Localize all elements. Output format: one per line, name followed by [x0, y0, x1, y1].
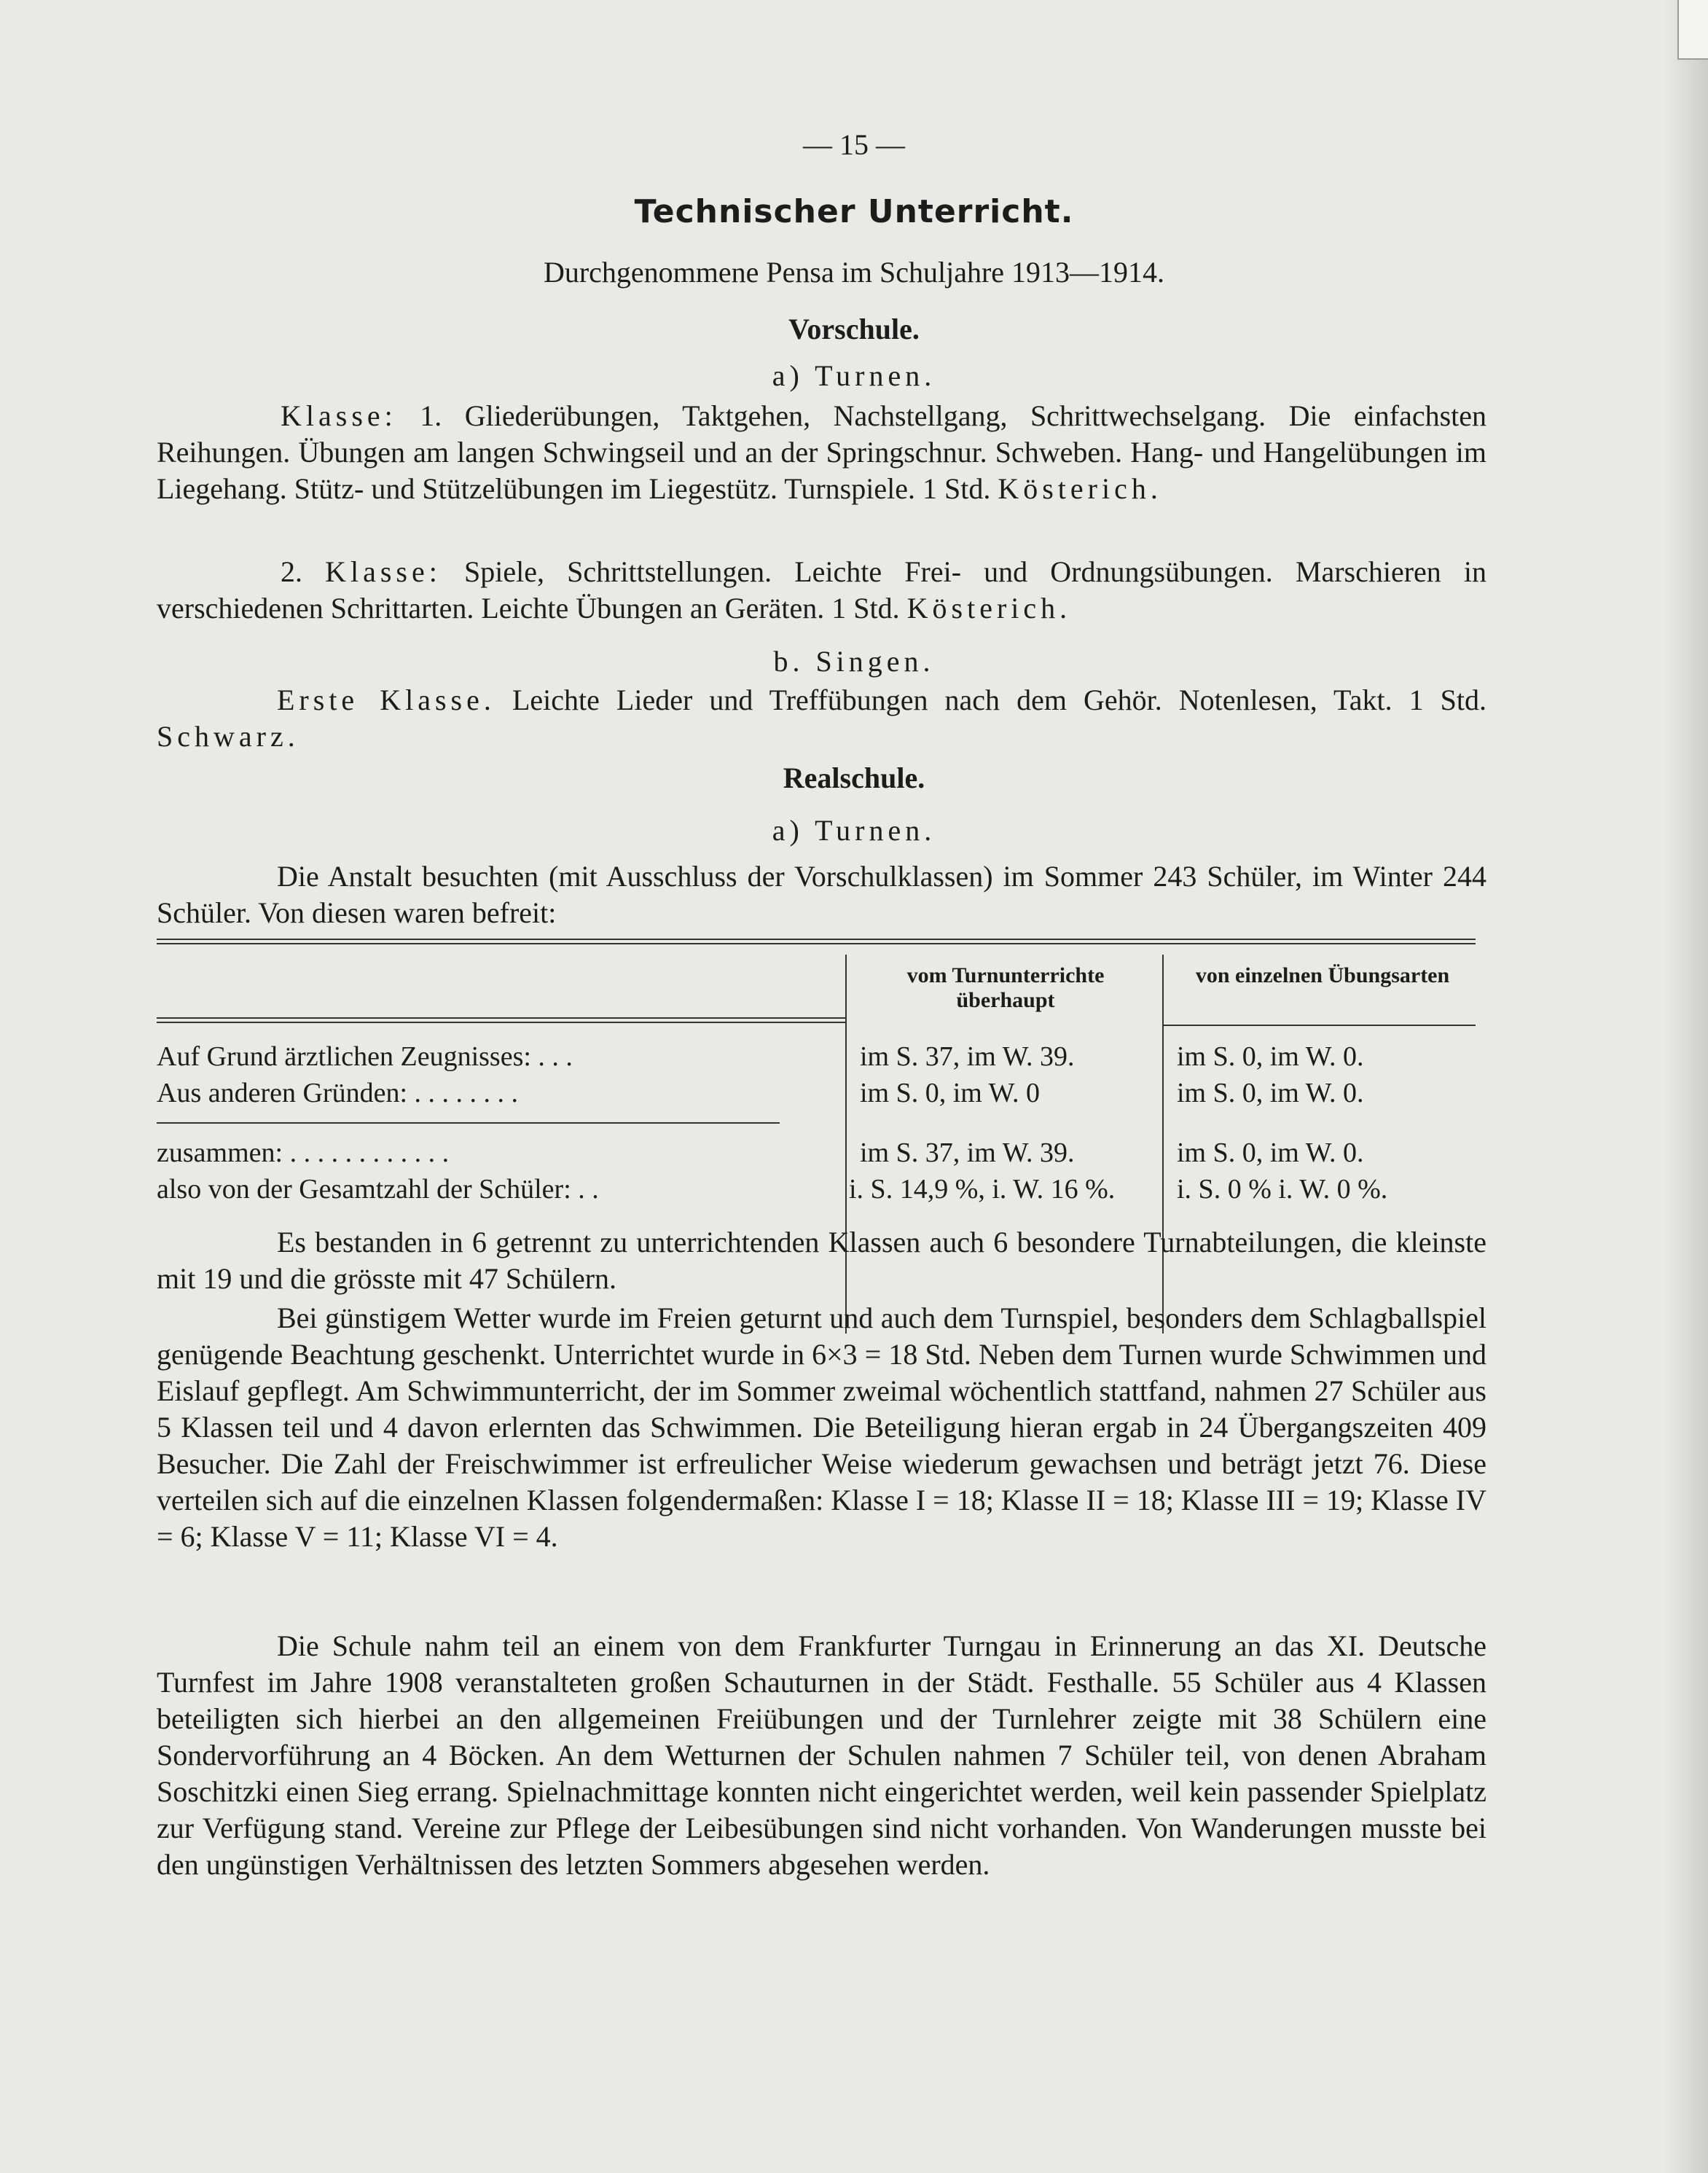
table-subtotal-rule [157, 1122, 780, 1124]
row1-col1: im S. 37, im W. 39. [860, 1041, 1075, 1072]
klasse1-label: Klasse: [281, 399, 397, 432]
klasse1-teacher: Kösterich. [998, 472, 1162, 505]
table-header-rule-left [157, 1017, 845, 1019]
row4-col1: i. S. 14,9 %, i. W. 16 %. [849, 1174, 1116, 1205]
erste-klasse-text: Leichte Lieder und Treffübungen nach dem Gehör. Notenlesen, Takt. 1 Std. [512, 684, 1487, 716]
row3-label: zusammen: . . . . . . . . . . . . [157, 1138, 450, 1168]
vorschule-klasse1-paragraph [157, 398, 1486, 507]
page-title: Technischer Unterricht. [634, 193, 1074, 230]
realschule-para-abteilungen: Es bestanden in 6 getrennt zu unterrichtenden Klassen auch 6 besondere Turnabteilungen, die kleinste mit 19 und die grösste mit 47 Schülern. [157, 1226, 1486, 1295]
page-corner-fold [1677, 0, 1708, 60]
row2-label: Aus anderen Gründen: . . . . . . . . [157, 1078, 519, 1108]
vorschule-singen-heading: b. Singen. [773, 645, 935, 678]
subtitle: Durchgenommene Pensa im Schuljahre 1913—1914. [543, 256, 1165, 289]
klasse2-number: 2. [281, 555, 302, 588]
row4-col2: i. S. 0 % i. W. 0 %. [1177, 1174, 1388, 1205]
row3-col1: im S. 37, im W. 39. [860, 1138, 1075, 1168]
table-header-rule-right [1162, 1025, 1476, 1026]
realschule-heading: Realschule. [783, 761, 925, 794]
klasse2-label: Klasse: [325, 555, 442, 588]
table-top-rule [157, 939, 1476, 940]
vorschule-erste-klasse-paragraph [157, 682, 1486, 755]
klasse2-teacher: Kösterich. [906, 592, 1072, 625]
klasse2-text: Spiele, Schrittstellungen. Leichte Frei- und Ordnungsübungen. Marschieren in verschiedenen Schrittarten. Leichte Übungen an Geräten. 1 Std. [157, 555, 1486, 625]
vorschule-klasse2-paragraph [157, 554, 1486, 627]
row1-col2: im S. 0, im W. 0. [1177, 1041, 1364, 1072]
header-vom-turnunterrichte: vom Turnunterrichte überhaupt [906, 963, 1105, 1012]
klasse1-text: 1. Gliederübungen, Taktgehen, Nachstellgang, Schrittwechselgang. Die einfachsten Reihungen. Übungen am langen Schwingseil und an der Springschnur. Schweben. Hang- und Hangelübungen im Liegehang. Stütz- und Stützelübungen im Liegestütz. Turnspiele. 1 Std. [157, 399, 1487, 505]
realschule-turnen-heading: a) Turnen. [772, 814, 936, 847]
table-top-rule-double [157, 943, 1476, 944]
row4-label: also von der Gesamtzahl der Schüler: . . [157, 1174, 599, 1205]
row3-col2: im S. 0, im W. 0. [1177, 1138, 1364, 1168]
row1-label: Auf Grund ärztlichen Zeugnisses: . . . [157, 1041, 573, 1072]
erste-klasse-teacher: Schwarz. [157, 720, 299, 753]
erste-klasse-label: Erste Klasse. [277, 684, 495, 716]
vorschule-heading: Vorschule. [788, 313, 920, 345]
realschule-para-schwimmen: Bei günstigem Wetter wurde im Freien geturnt und auch dem Turnspiel, besonders dem Schlagballspiel genügende Beachtung geschenkt. Unterrichtet wurde in 6×3 = 18 Std. Neben dem Turnen wurde Schwimmen und Eislauf gepflegt. Am Schwimmunterricht, der im Sommer zweimal wöchentlich stattfand, nahmen 27 Schüler aus 5 Klassen teil und 4 davon erlernten das Schwimmen. Die Beteiligung hieran ergab in 24 Übergangszeiten 409 Besucher. Die Zahl der Freischwimmer ist erfreulicher Weise wiederum gewachsen und beträgt jetzt 76. Diese verteilen sich auf die einzelnen Klassen folgendermaßen: Klasse I = 18; Klasse II = 18; Klasse III = 19; Klasse IV = 6; Klasse V = 11; Klasse VI = 4. [157, 1301, 1486, 1553]
row2-col1: im S. 0, im W. 0 [860, 1078, 1041, 1108]
row2-col2: im S. 0, im W. 0. [1177, 1078, 1364, 1108]
realschule-para-turnfest: Die Schule nahm teil an einem von dem Frankfurter Turngau in Erinnerung an das XI. Deutsche Turnfest im Jahre 1908 veranstalteten großen Schauturnen in der Städt. Festhalle. 55 Schüler aus 4 Klassen beteiligten sich hierbei an den allgemeinen Freiübungen und der Turnlehrer zeigte mit 38 Schülern eine Sondervorführung an 4 Böcken. An dem Wetturnen der Schulen nahmen 7 Schüler teil, von denen Abraham Soschitzki einen Sieg errang. Spielnachmittage konnten nicht eingerichtet werden, weil kein passender Spielplatz zur Verfügung stand. Vereine zur Pflege der Leibesübungen sind nicht vorhanden. Von Wanderungen musste bei den ungünstigen Verhältnissen des letzten Sommers abgesehen werden. [157, 1629, 1486, 1881]
table-header-rule-left-double [157, 1022, 845, 1023]
vorschule-turnen-heading: a) Turnen. [772, 359, 936, 392]
page-number: — 15 — [803, 128, 905, 161]
realschule-intro: Die Anstalt besuchten (mit Ausschluss der Vorschulklassen) im Sommer 243 Schüler, im Winter 244 Schüler. Von diesen waren befreit: [157, 860, 1486, 929]
header-von-einzelnen-uebungsarten: von einzelnen Übungsarten [1195, 963, 1450, 987]
